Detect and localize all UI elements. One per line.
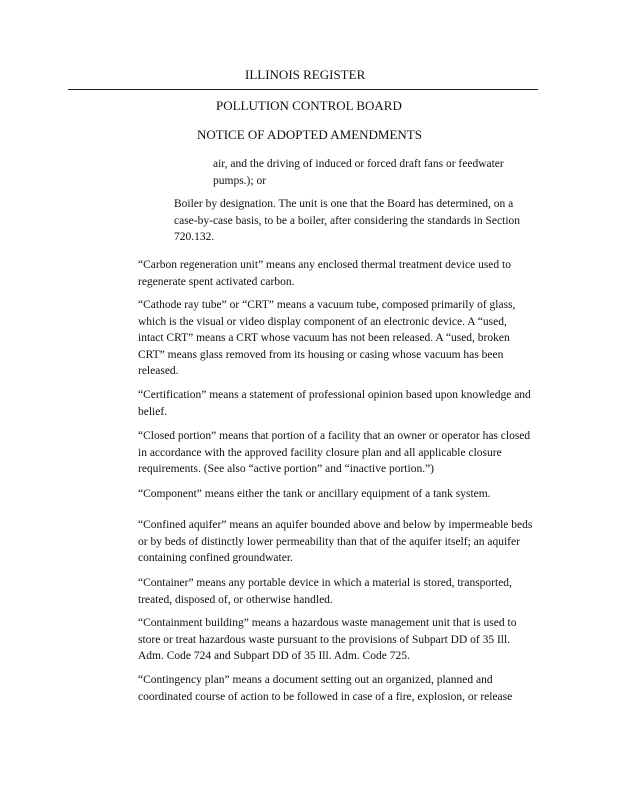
definition-paragraph: “Carbon regeneration unit” means any enclosed thermal treatment device used to regenerate spent activated carbon. — [138, 259, 511, 288]
board-title: POLLUTION CONTROL BOARD — [216, 98, 402, 113]
definition-paragraph: “Cathode ray tube” or “CRT” means a vacuum tube, composed primarily of glass, which is the visual or video display component of an electronic device. A “used, intact CRT” means a CRT whose vacuum has not been released. A “used, broken CRT” means glass removed from its housing or casing whose vacuum has been released. — [138, 299, 516, 377]
header-rule — [68, 89, 538, 90]
notice-title: NOTICE OF ADOPTED AMENDMENTS — [197, 127, 422, 142]
register-title: ILLINOIS REGISTER — [245, 67, 366, 82]
definition-paragraph: “Containment building” means a hazardous waste management unit that is used to store or treat hazardous waste pursuant to the provisions of Subpart DD of 35 Ill. Adm. Code 724 and Subpart DD of 35 Ill. Adm. Code 725. — [138, 617, 517, 662]
definition-paragraph: “Closed portion” means that portion of a facility that an owner or operator has closed in accordance with the approved facility closure plan and all applicable closure requirements. (See also “active portion” and “inactive portion.”) — [138, 430, 531, 475]
definition-paragraph: “Confined aquifer” means an aquifer bounded above and below by impermeable beds or by beds of distinctly lower permeability than that of the aquifer itself; an aquifer containing confined groundwater. — [138, 519, 533, 564]
continuation-text: air, and the driving of induced or forced draft fans or feedwater pumps.); or — [213, 158, 504, 187]
definition-paragraph: “Certification” means a statement of professional opinion based upon knowledge and belief. — [138, 389, 531, 418]
definition-paragraph: “Contingency plan” means a document setting out an organized, planned and coordinated course of action to be followed in case of a fire, explosion, or release — [138, 674, 513, 703]
boiler-designation-paragraph: Boiler by designation. The unit is one that the Board has determined, on a case-by-case basis, to be a boiler, after considering the standards in Section 720.132. — [174, 198, 521, 243]
definition-paragraph: “Component” means either the tank or ancillary equipment of a tank system. — [138, 488, 491, 500]
definition-paragraph: “Container” means any portable device in which a material is stored, transported, treated, disposed of, or otherwise handled. — [138, 577, 512, 606]
